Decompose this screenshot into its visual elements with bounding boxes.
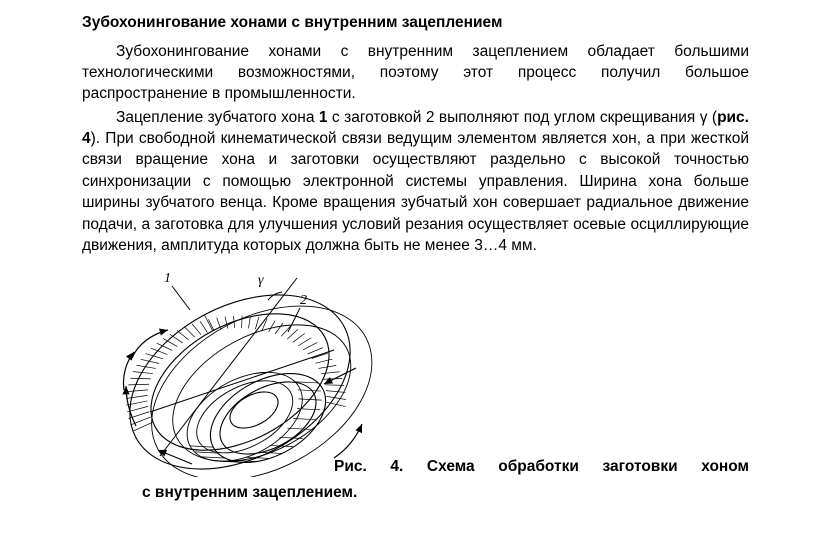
figure-label-2: 2 [300, 293, 307, 309]
par2-seg3: ). При свободной кинематической связи ведущим элементом является хон, а при жесткой связи вращение хона и заготовки осуществляют раздельно с высокой точностью синхронизации с помощью электронной системы управления. Ширина хона больше ширины зубчатого венца. Кроме вращения зубчатый хон совершает радиальное движение подачи, а заготовка для улучшения условий резания осуществляет осевые осциллирующие движения, амплитуда которых должна быть не менее 3…4 мм. [82, 130, 749, 254]
figure-label-1: 1 [164, 271, 171, 287]
par2-bold1: 1 [318, 108, 328, 126]
figure-area [82, 262, 749, 502]
figure-caption-line2: с внутренним зацеплением. [142, 484, 358, 502]
page-title: Зубохонингование хонами с внутренним зацеплением [82, 14, 503, 31]
figure-caption-line1: Рис. 4. Схема обработки заготовки хоном [334, 458, 749, 476]
figure-gear-honing-scheme [72, 262, 412, 477]
paragraph-intro: Зубохонингование хонами с внутренним зацеплением обладает большими технологическими возможностями, поэтому этот процесс получил большое распространение в промышленности. [82, 42, 749, 103]
figure-label-gamma: γ [258, 273, 264, 289]
par2-seg2: с заготовкой 2 выполняют под углом скрещивания γ ( [327, 108, 718, 126]
par2-seg1: Зацепление зубчатого хона [116, 108, 319, 126]
par2-bold2: рис. 4 [82, 108, 749, 148]
paragraph-details [82, 107, 749, 257]
figure-caption [142, 457, 749, 502]
